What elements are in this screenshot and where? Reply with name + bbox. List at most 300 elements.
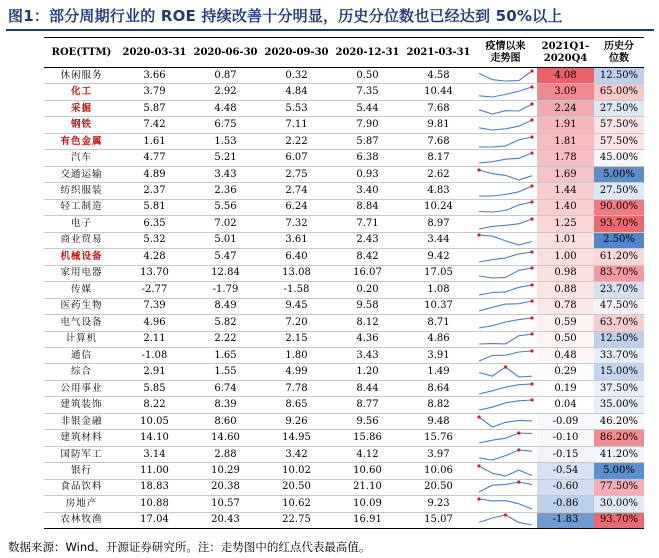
roe-value: 17.05 [403, 265, 474, 281]
sparkline-peak-dot [517, 431, 520, 434]
table-row [44, 68, 644, 84]
roe-value: 1.08 [403, 282, 474, 298]
industry-name: 建筑材料 [44, 430, 119, 446]
roe-value: 21.10 [332, 479, 403, 495]
roe-value: 5.21 [190, 150, 261, 166]
historical-percentile: 46.20% [594, 413, 644, 429]
roe-value: 1.80 [261, 347, 332, 363]
industry-name: 建筑装饰 [44, 397, 119, 413]
roe-value: 3.61 [261, 232, 332, 248]
trend-sparkline-cell [474, 282, 537, 298]
roe-value: 14.60 [190, 430, 261, 446]
roe-value: 8.44 [332, 380, 403, 396]
roe-change-value: 1.78 [537, 150, 594, 166]
trend-sparkline-cell [474, 446, 537, 462]
header-date-2: 2020-06-30 [190, 38, 261, 68]
table-row [44, 430, 644, 446]
roe-value: 8.82 [403, 397, 474, 413]
roe-value: 5.47 [190, 249, 261, 265]
trend-sparkline-cell [474, 298, 537, 314]
trend-sparkline [476, 513, 535, 527]
roe-value: 5.44 [332, 100, 403, 116]
sparkline-peak-dot [530, 151, 533, 154]
roe-value: 6.07 [261, 150, 332, 166]
roe-change-value: 1.44 [537, 183, 594, 199]
roe-change-value: 0.50 [537, 331, 594, 347]
table-row [44, 199, 644, 215]
roe-value: 2.37 [119, 183, 190, 199]
roe-change-value: -0.54 [537, 463, 594, 479]
roe-change-value: -1.83 [537, 512, 594, 528]
roe-value: 12.84 [190, 265, 261, 281]
sparkline-peak-dot [530, 349, 533, 352]
roe-value: 0.93 [332, 166, 403, 182]
historical-percentile: 57.50% [594, 133, 644, 149]
trend-sparkline [476, 200, 535, 214]
trend-sparkline [476, 299, 535, 313]
industry-name: 机械设备 [44, 249, 119, 265]
roe-value: 0.50 [332, 68, 403, 84]
roe-change-value: 0.19 [537, 380, 594, 396]
roe-value: 6.24 [261, 199, 332, 215]
historical-percentile: 5.00% [594, 463, 644, 479]
trend-sparkline [476, 464, 535, 478]
roe-change-value: 0.98 [537, 265, 594, 281]
trend-sparkline [476, 217, 535, 231]
header-percentile: 历史分 位数 [594, 38, 644, 68]
roe-change-value: 1.69 [537, 166, 594, 182]
historical-percentile: 35.00% [594, 397, 644, 413]
trend-sparkline-cell [474, 100, 537, 116]
header-date-5: 2021-03-31 [403, 38, 474, 68]
roe-change-value: 1.01 [537, 232, 594, 248]
roe-value: 3.66 [119, 68, 190, 84]
industry-name: 电子 [44, 216, 119, 232]
roe-value: 8.60 [190, 413, 261, 429]
roe-value: 4.96 [119, 315, 190, 331]
roe-value: 9.56 [332, 413, 403, 429]
roe-value: 6.35 [119, 216, 190, 232]
industry-name: 公用事业 [44, 380, 119, 396]
industry-name: 钢铁 [44, 117, 119, 133]
sparkline-line [479, 334, 532, 344]
roe-value: 3.40 [332, 183, 403, 199]
sparkline-line [479, 301, 532, 311]
sparkline-peak-dot [477, 464, 480, 467]
header-change: 2021Q1- 2020Q4 [537, 38, 594, 68]
industry-name: 通信 [44, 347, 119, 363]
roe-value: 13.08 [261, 265, 332, 281]
roe-value: 20.43 [190, 512, 261, 528]
industry-name: 纺织服装 [44, 183, 119, 199]
industry-name: 医药生物 [44, 298, 119, 314]
trend-sparkline [476, 398, 535, 412]
trend-sparkline [476, 283, 535, 297]
historical-percentile: 45.00% [594, 150, 644, 166]
roe-value: 2.11 [119, 331, 190, 347]
table-body [44, 68, 644, 529]
roe-value: 9.48 [403, 413, 474, 429]
table-row [44, 150, 644, 166]
trend-sparkline [476, 415, 535, 429]
industry-name: 非银金融 [44, 413, 119, 429]
historical-percentile: 86.20% [594, 430, 644, 446]
industry-name: 农林牧渔 [44, 512, 119, 528]
roe-value: 20.38 [190, 479, 261, 495]
roe-value: 10.37 [403, 298, 474, 314]
roe-value: 10.88 [119, 496, 190, 512]
roe-value: 10.24 [403, 199, 474, 215]
sparkline-peak-dot [477, 168, 480, 171]
trend-sparkline-cell [474, 265, 537, 281]
table-row [44, 397, 644, 413]
roe-value: -1.08 [119, 347, 190, 363]
sparkline-peak-dot [504, 514, 507, 517]
roe-value: 5.01 [190, 232, 261, 248]
roe-value: 5.56 [190, 199, 261, 215]
sparkline-line [479, 219, 532, 229]
table-row [44, 463, 644, 479]
historical-percentile: 93.70% [594, 216, 644, 232]
roe-value: 7.20 [261, 315, 332, 331]
roe-value: 4.89 [119, 166, 190, 182]
industry-name: 综合 [44, 364, 119, 380]
sparkline-peak-dot [530, 300, 533, 303]
historical-percentile: 27.50% [594, 100, 644, 116]
roe-value: 10.44 [403, 84, 474, 100]
roe-value: 10.09 [332, 496, 403, 512]
table-row [44, 166, 644, 182]
roe-value: 4.48 [190, 100, 261, 116]
industry-name: 休闲服务 [44, 68, 119, 84]
trend-sparkline-cell [474, 183, 537, 199]
trend-sparkline-cell [474, 84, 537, 100]
roe-table [44, 37, 644, 529]
roe-value: 2.92 [190, 84, 261, 100]
table-row [44, 282, 644, 298]
table-row [44, 249, 644, 265]
roe-value: 15.86 [332, 430, 403, 446]
sparkline-peak-dot [530, 135, 533, 138]
trend-sparkline-cell [474, 249, 537, 265]
trend-sparkline-cell [474, 512, 537, 528]
roe-value: 10.60 [332, 463, 403, 479]
table-row [44, 496, 644, 512]
roe-value: 2.75 [261, 166, 332, 182]
sparkline-line [479, 417, 532, 427]
roe-value: 8.77 [332, 397, 403, 413]
sparkline-line [479, 450, 532, 460]
sparkline-peak-dot [530, 217, 533, 220]
trend-sparkline [476, 102, 535, 116]
roe-value: 14.10 [119, 430, 190, 446]
roe-value: 13.70 [119, 265, 190, 281]
roe-value: 2.43 [332, 232, 403, 248]
roe-value: 7.90 [332, 117, 403, 133]
header-industry: ROE(TTM) [44, 38, 119, 68]
sparkline-peak-dot [530, 86, 533, 89]
historical-percentile: 2.50% [594, 232, 644, 248]
roe-change-value: -0.09 [537, 413, 594, 429]
roe-value: 1.53 [190, 133, 261, 149]
roe-value: 7.42 [119, 117, 190, 133]
roe-value: 7.71 [332, 216, 403, 232]
roe-value: 8.42 [332, 249, 403, 265]
roe-value: 16.91 [332, 512, 403, 528]
roe-value: 7.68 [403, 100, 474, 116]
industry-name: 计算机 [44, 331, 119, 347]
industry-name: 传媒 [44, 282, 119, 298]
industry-name: 商业贸易 [44, 232, 119, 248]
roe-value: 6.75 [190, 117, 261, 133]
roe-value: 4.86 [403, 331, 474, 347]
roe-value: 8.97 [403, 216, 474, 232]
trend-sparkline [476, 480, 535, 494]
sparkline-line [479, 268, 532, 278]
trend-sparkline-cell [474, 380, 537, 396]
sparkline-peak-dot [530, 316, 533, 319]
trend-sparkline-cell [474, 68, 537, 84]
sparkline-peak-dot [530, 201, 533, 204]
roe-value: 10.57 [190, 496, 261, 512]
roe-value: 5.53 [261, 100, 332, 116]
source-note: 数据来源：Wind、开源证券研究所。注：走势图中的红点代表最高值。 [8, 540, 371, 554]
trend-sparkline-cell [474, 479, 537, 495]
roe-change-value: 1.00 [537, 249, 594, 265]
historical-percentile: 65.00% [594, 84, 644, 100]
roe-value: 7.35 [332, 84, 403, 100]
roe-value: 4.36 [332, 331, 403, 347]
trend-sparkline [476, 250, 535, 264]
trend-sparkline-cell [474, 216, 537, 232]
roe-value: 3.97 [403, 446, 474, 462]
industry-name: 国防军工 [44, 446, 119, 462]
sparkline-line [479, 499, 532, 509]
roe-value: 3.44 [403, 232, 474, 248]
sparkline-line [479, 137, 532, 147]
figure-title: 图1：部分周期行业的 ROE 持续改善十分明显，历史分位数也已经达到 50%以上 [8, 7, 563, 25]
historical-percentile: 15.00% [594, 364, 644, 380]
roe-value: 4.28 [119, 249, 190, 265]
roe-change-value: 0.29 [537, 364, 594, 380]
roe-change-value: -0.10 [537, 430, 594, 446]
header-date-1: 2020-03-31 [119, 38, 190, 68]
trend-sparkline [476, 497, 535, 511]
historical-percentile: 77.50% [594, 479, 644, 495]
table-row [44, 100, 644, 116]
trend-sparkline-cell [474, 133, 537, 149]
roe-value: 7.39 [119, 298, 190, 314]
roe-value: 1.49 [403, 364, 474, 380]
sparkline-line [479, 202, 532, 212]
header-date-4: 2020-12-31 [332, 38, 403, 68]
trend-sparkline-cell [474, 199, 537, 215]
historical-percentile: 12.50% [594, 68, 644, 84]
roe-value: 9.81 [403, 117, 474, 133]
trend-sparkline-cell [474, 413, 537, 429]
roe-value: 2.62 [403, 166, 474, 182]
industry-name: 家用电器 [44, 265, 119, 281]
historical-percentile: 23.70% [594, 282, 644, 298]
roe-value: 10.62 [261, 496, 332, 512]
roe-value: 20.50 [403, 479, 474, 495]
roe-value: 2.15 [261, 331, 332, 347]
roe-value: 2.22 [261, 133, 332, 149]
roe-change-value: 0.04 [537, 397, 594, 413]
roe-value: -1.58 [261, 282, 332, 298]
roe-value: 5.81 [119, 199, 190, 215]
roe-value: 3.43 [190, 166, 261, 182]
roe-value: 7.68 [403, 133, 474, 149]
table-row [44, 364, 644, 380]
sparkline-line [479, 466, 532, 476]
roe-change-value: 2.24 [537, 100, 594, 116]
sparkline-peak-dot [517, 481, 520, 484]
roe-value: 5.85 [119, 380, 190, 396]
historical-percentile: 63.70% [594, 315, 644, 331]
roe-value: 9.42 [403, 249, 474, 265]
roe-value: -1.79 [190, 282, 261, 298]
table-row [44, 183, 644, 199]
table-row [44, 133, 644, 149]
sparkline-line [479, 71, 532, 81]
roe-change-value: -0.86 [537, 496, 594, 512]
sparkline-line [479, 235, 532, 245]
roe-value: 9.58 [332, 298, 403, 314]
roe-value: 2.22 [190, 331, 261, 347]
roe-change-value: 0.88 [537, 282, 594, 298]
roe-value: 3.14 [119, 446, 190, 462]
trend-sparkline [476, 184, 535, 198]
roe-value: 4.84 [261, 84, 332, 100]
historical-percentile: 57.50% [594, 117, 644, 133]
sparkline-line [479, 384, 532, 394]
sparkline-line [479, 104, 532, 114]
historical-percentile: 33.70% [594, 347, 644, 363]
title-rule [6, 29, 654, 31]
industry-name: 银行 [44, 463, 119, 479]
industry-name: 汽车 [44, 150, 119, 166]
roe-change-value: -0.15 [537, 446, 594, 462]
trend-sparkline [476, 85, 535, 99]
sparkline-peak-dot [530, 250, 533, 253]
table-row [44, 117, 644, 133]
roe-value: 0.32 [261, 68, 332, 84]
industry-name: 化工 [44, 84, 119, 100]
roe-value: 3.43 [332, 347, 403, 363]
roe-change-value: 0.59 [537, 315, 594, 331]
sparkline-peak-dot [477, 497, 480, 500]
table-row [44, 380, 644, 396]
trend-sparkline [476, 349, 535, 363]
roe-value: 2.91 [119, 364, 190, 380]
roe-value: 8.49 [190, 298, 261, 314]
table-row [44, 315, 644, 331]
roe-value: 4.12 [332, 446, 403, 462]
historical-percentile: 30.00% [594, 496, 644, 512]
roe-value: 18.83 [119, 479, 190, 495]
roe-value: -2.77 [119, 282, 190, 298]
sparkline-peak-dot [530, 102, 533, 105]
roe-value: 10.29 [190, 463, 261, 479]
roe-value: 3.42 [261, 446, 332, 462]
historical-percentile: 61.20% [594, 249, 644, 265]
sparkline-peak-dot [530, 267, 533, 270]
table-row [44, 413, 644, 429]
trend-sparkline [476, 233, 535, 247]
roe-value: 14.95 [261, 430, 332, 446]
roe-value: 3.79 [119, 84, 190, 100]
historical-percentile: 5.00% [594, 166, 644, 182]
table-row [44, 512, 644, 528]
roe-value: 16.07 [332, 265, 403, 281]
industry-name: 采掘 [44, 100, 119, 116]
trend-sparkline-cell [474, 347, 537, 363]
historical-percentile: 93.70% [594, 512, 644, 528]
roe-value: 9.23 [403, 496, 474, 512]
roe-change-value: 1.25 [537, 216, 594, 232]
trend-sparkline [476, 135, 535, 149]
roe-value: 4.58 [403, 68, 474, 84]
roe-change-value: 1.40 [537, 199, 594, 215]
trend-sparkline-cell [474, 496, 537, 512]
sparkline-line [479, 252, 532, 262]
header-date-3: 2020-09-30 [261, 38, 332, 68]
industry-name: 轻工制造 [44, 199, 119, 215]
roe-value: 15.76 [403, 430, 474, 446]
roe-value: 8.39 [190, 397, 261, 413]
roe-value: 2.74 [261, 183, 332, 199]
trend-sparkline [476, 118, 535, 132]
roe-value: 8.12 [332, 315, 403, 331]
table-row [44, 265, 644, 281]
trend-sparkline [476, 332, 535, 346]
roe-change-value: 4.08 [537, 68, 594, 84]
trend-sparkline-cell [474, 331, 537, 347]
roe-value: 2.36 [190, 183, 261, 199]
sparkline-line [479, 170, 532, 180]
sparkline-line [479, 433, 532, 443]
sparkline-line [479, 153, 532, 163]
roe-value: 6.40 [261, 249, 332, 265]
table-row [44, 216, 644, 232]
roe-change-value: 1.81 [537, 133, 594, 149]
roe-value: 8.17 [403, 150, 474, 166]
table-row [44, 298, 644, 314]
roe-value: 8.84 [332, 199, 403, 215]
roe-value: 22.75 [261, 512, 332, 528]
trend-sparkline [476, 316, 535, 330]
roe-value: 8.22 [119, 397, 190, 413]
sparkline-line [479, 318, 532, 328]
roe-value: 8.65 [261, 397, 332, 413]
roe-change-value: 0.78 [537, 298, 594, 314]
roe-value: 8.71 [403, 315, 474, 331]
historical-percentile: 27.50% [594, 183, 644, 199]
roe-value: 2.88 [190, 446, 261, 462]
table-row [44, 331, 644, 347]
sparkline-line [479, 87, 532, 97]
sparkline-line [479, 400, 532, 410]
roe-value: 6.38 [332, 150, 403, 166]
roe-change-value: 1.91 [537, 117, 594, 133]
roe-change-value: 3.09 [537, 84, 594, 100]
trend-sparkline-cell [474, 166, 537, 182]
roe-value: 9.26 [261, 413, 332, 429]
sparkline-line [479, 186, 532, 196]
roe-value: 7.32 [261, 216, 332, 232]
sparkline-line [479, 120, 532, 130]
